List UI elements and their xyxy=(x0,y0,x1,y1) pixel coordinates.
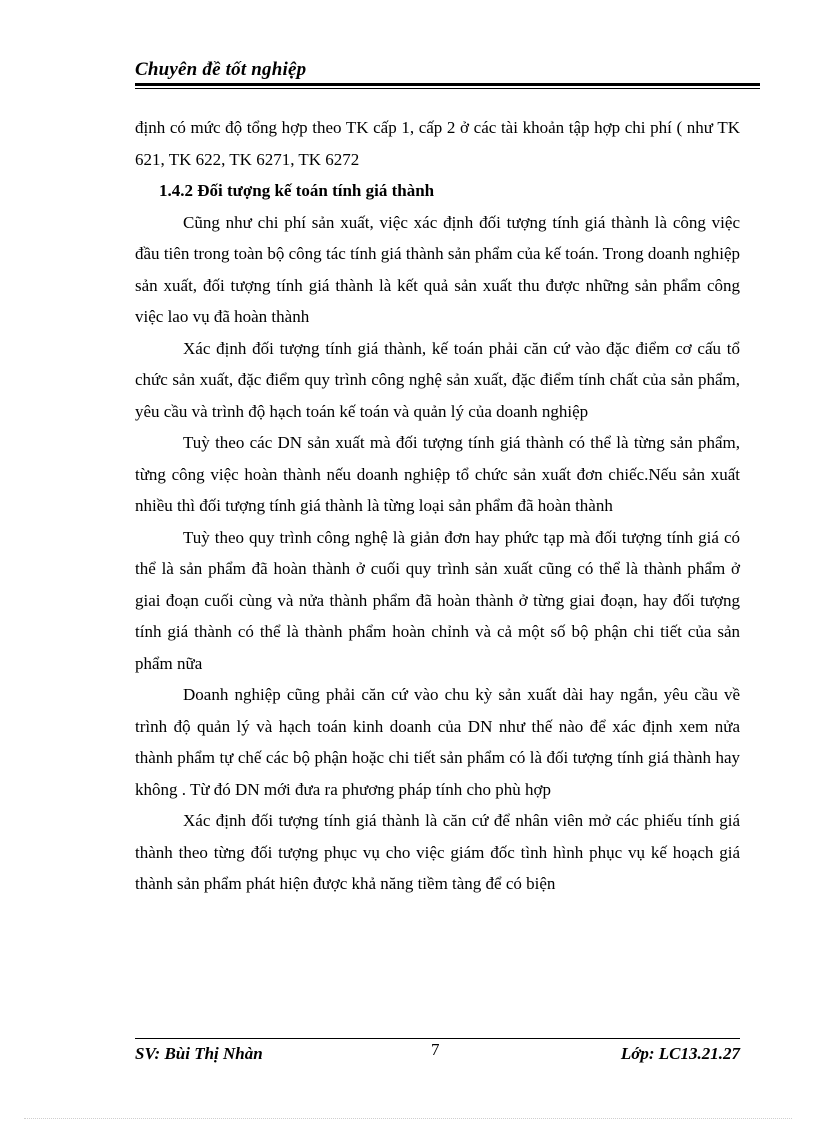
section-heading: 1.4.2 Đối tượng kế toán tính giá thành xyxy=(159,181,435,200)
header-rule-thick xyxy=(135,83,760,86)
footer-rule xyxy=(135,1038,740,1039)
paragraph: Xác định đối tượng tính giá thành là căn cứ để nhân viên mở các phiếu tính giá thành theo từng đối tượng phục vụ cho việc giám đốc tình hình phục vụ kế hoạch giá thành sản phẩm phát hiện được khả năng tiềm tàng để có biện xyxy=(135,811,740,893)
header-title: Chuyên đề tốt nghiệp xyxy=(135,59,307,80)
page-edge-divider xyxy=(24,1118,792,1119)
paragraph: Cũng như chi phí sản xuất, việc xác định đối tượng tính giá thành là công việc đầu tiên trong toàn bộ công tác tính giá thành sản phẩm của kế toán. Trong doanh nghiệp sản xuất, đối tượng tính giá thành là kết quả sản xuất thu được những sản phẩm công việc lao vụ đã hoàn thành xyxy=(135,212,740,326)
paragraph: Tuỳ theo các DN sản xuất mà đối tượng tính giá thành có thể là từng sản phẩm, từng công việc hoàn thành nếu doanh nghiệp tổ chức sản xuất đơn chiếc.Nếu sản xuất nhiều thì đối tượng tính giá thành là từng loại sản phẩm đã hoàn thành xyxy=(135,433,740,515)
header-rule-thin xyxy=(135,88,760,89)
paragraph: Doanh nghiệp cũng phải căn cứ vào chu kỳ sản xuất dài hay ngắn, yêu cầu về trình độ quản lý và hạch toán kinh doanh của DN như thế nào để xác định xem nửa thành phẩm tự chế các bộ phận hoặc chi tiết sản phẩm có là đối tượng tính giá thành hay không . Từ đó DN mới đưa ra phương pháp tính cho phù hợp xyxy=(135,685,740,799)
document-body xyxy=(135,112,740,900)
paragraph: Tuỳ theo quy trình công nghệ là giản đơn hay phức tạp mà đối tượng tính giá có thể là sản phẩm đã hoàn thành ở cuối quy trình sản xuất cũng có thể là thành phẩm ở giai đoạn cuối cùng và nửa thành phẩm đã hoàn thành ở từng giai đoạn, hay đối tượng tính giá thành có thể là thành phẩm hoàn chỉnh và cả một số bộ phận chi tiết của sản phẩm nữa xyxy=(135,527,740,673)
paragraph: Xác định đối tượng tính giá thành, kế toán phải căn cứ vào đặc điểm cơ cấu tổ chức sản xuất, đặc điểm quy trình công nghệ sản xuất, đặc điểm tính chất của sản phẩm, yêu cầu và trình độ hạch toán kế toán và quản lý của doanh nghiệp xyxy=(135,338,740,421)
paragraph-continuation: định có mức độ tổng hợp theo TK cấp 1, cấp 2 ở các tài khoản tập hợp chi phí ( như TK 621, TK 622, TK 6271, TK 6272 xyxy=(135,118,740,169)
page-header xyxy=(135,58,760,82)
page-number: 7 xyxy=(431,1040,440,1059)
page-footer xyxy=(135,1040,740,1068)
footer-student: SV: Bùi Thị Nhàn xyxy=(135,1044,263,1063)
footer-class: Lớp: LC13.21.27 xyxy=(620,1044,740,1063)
